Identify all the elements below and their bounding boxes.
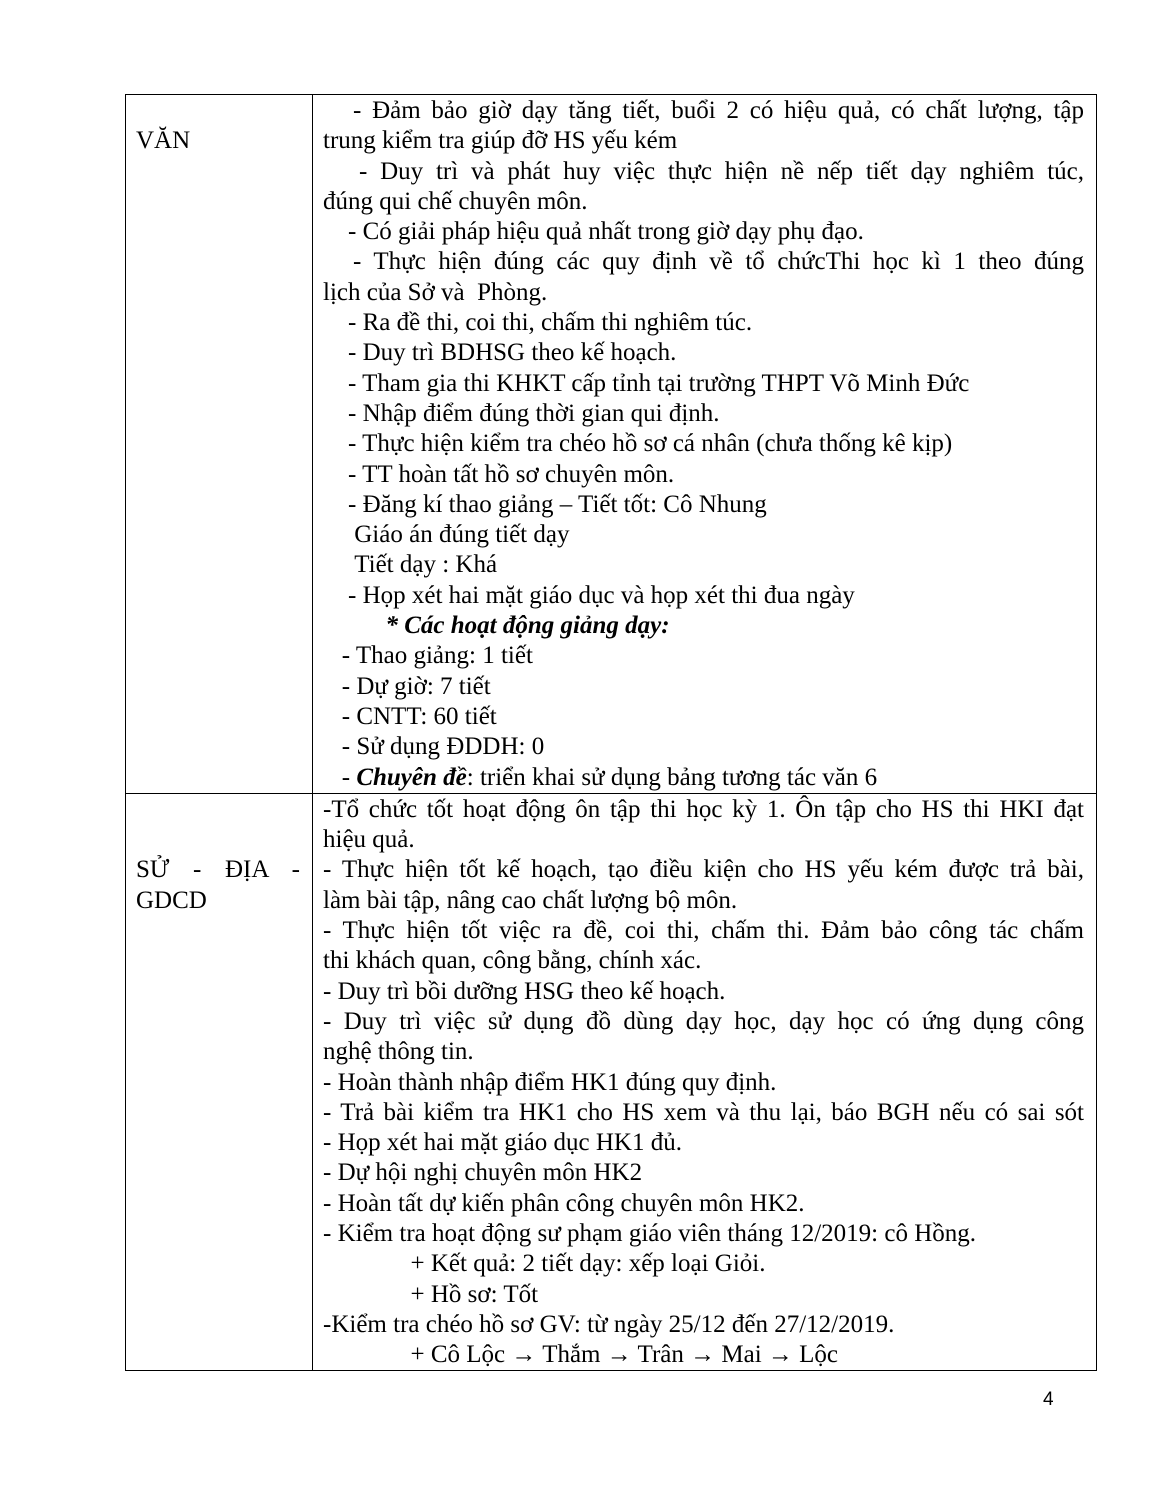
content-line xyxy=(323,763,1084,793)
content-cell-van xyxy=(313,95,1097,794)
content-line: - Họp xét hai mặt giáo dục HK1 đủ. xyxy=(323,1129,682,1157)
row-su-dia-gdcd xyxy=(126,793,1097,1371)
subject-label: GDCD xyxy=(136,886,207,914)
content-line: - Trả bài kiểm tra HK1 cho HS xem và thu lại, báo BGH nếu có sai sót xyxy=(323,1098,1084,1126)
content-line: - Nhập điểm đúng thời gian qui định. xyxy=(323,399,720,427)
content-line: - CNTT: 60 tiết xyxy=(323,702,497,730)
subject-cell-su-dia-gdcd xyxy=(126,793,313,1371)
content-line: - Tham gia thi KHKT cấp tỉnh tại trường THPT Võ Minh Đức xyxy=(323,369,970,397)
content-cell-su-dia-gdcd xyxy=(313,793,1097,1371)
content-line: - Dự giờ: 7 tiết xyxy=(323,672,491,700)
content-line: -Tổ chức tốt hoạt động ôn tập thi học kỳ 1. Ôn tập cho HS thi HKI đạt xyxy=(323,795,1084,823)
content-line: - Duy trì bồi dưỡng HSG theo kế hoạch. xyxy=(323,977,726,1005)
content-line: - Duy trì BDHSG theo kế hoạch. xyxy=(323,339,677,367)
content-line: - Thực hiện kiểm tra chéo hồ sơ cá nhân (chưa thống kê kịp) xyxy=(323,430,953,458)
subject-label: SỬ - ĐỊA - xyxy=(136,856,300,884)
content-line: - Đăng kí thao giảng – Tiết tốt: Cô Nhung xyxy=(323,490,767,518)
subject-cell-van xyxy=(126,95,313,794)
content-line: + Hồ sơ: Tốt xyxy=(323,1280,539,1308)
content-line: - Thao giảng: 1 tiết xyxy=(323,642,533,670)
content-line: + Kết quả: 2 tiết dạy: xếp loại Giỏi. xyxy=(323,1250,766,1278)
content-line: đúng qui chế chuyên môn. xyxy=(323,187,588,215)
content-line: - Duy trì và phát huy việc thực hiện nề nếp tiết dạy nghiêm túc, xyxy=(359,157,1084,185)
report-table xyxy=(125,94,1097,1371)
content-line: -Kiểm tra chéo hồ sơ GV: từ ngày 25/12 đến 27/12/2019. xyxy=(323,1310,895,1338)
content-line: trung kiểm tra giúp đỡ HS yếu kém xyxy=(323,127,678,155)
content-line: hiệu quả. xyxy=(323,826,415,854)
line-text: : triển khai sử dụng bảng tương tác văn 6 xyxy=(466,763,878,791)
content-line: - Dự hội nghị chuyên môn HK2 xyxy=(323,1159,643,1187)
content-line: - Đảm bảo giờ dạy tăng tiết, buổi 2 có hiệu quả, có chất lượng, tập xyxy=(353,97,1084,124)
line-emphasis: Chuyên đề xyxy=(356,763,467,791)
content-line: nghệ thông tin. xyxy=(323,1038,474,1066)
line-prefix: - xyxy=(323,763,357,791)
content-line: - Kiểm tra hoạt động sư phạm giáo viên tháng 12/2019: cô Hồng. xyxy=(323,1219,977,1247)
content-line: - Sử dụng ĐDDH: 0 xyxy=(323,733,545,761)
content-line: - Thực hiện tốt việc ra đề, coi thi, chấm thi. Đảm bảo công tác chấm xyxy=(323,917,1084,945)
subject-label: VĂN xyxy=(136,127,191,155)
content-line: lịch của Sở và Phòng. xyxy=(323,278,548,306)
content-line: Tiết dạy : Khá xyxy=(323,551,498,579)
content-line: - TT hoàn tất hồ sơ chuyên môn. xyxy=(323,460,675,488)
content-line: + Cô Lộc → Thắm → Trân → Mai → Lộc xyxy=(323,1341,839,1369)
row-van xyxy=(126,95,1097,794)
content-line: - Họp xét hai mặt giáo dục và họp xét thi đua ngày xyxy=(323,581,855,609)
content-line: làm bài tập, nâng cao chất lượng bộ môn. xyxy=(323,886,738,914)
content-line: - Ra đề thi, coi thi, chấm thi nghiêm túc. xyxy=(323,309,753,337)
content-line: - Hoàn thành nhập điểm HK1 đúng quy định. xyxy=(323,1068,777,1096)
content-line: - Thực hiện đúng các quy định về tổ chứcThi học kì 1 theo đúng xyxy=(353,248,1084,276)
page-number: 4 xyxy=(1043,1389,1054,1410)
content-line: - Có giải pháp hiệu quả nhất trong giờ dạy phụ đạo. xyxy=(323,218,864,246)
content-line: - Hoàn tất dự kiến phân công chuyên môn HK2. xyxy=(323,1189,805,1217)
content-line: * Các hoạt động giảng dạy: xyxy=(323,612,670,640)
content-line: thi khách quan, công bằng, chính xác. xyxy=(323,947,702,975)
content-line: - Thực hiện tốt kế hoạch, tạo điều kiện cho HS yếu kém được trả bài, xyxy=(323,856,1084,884)
content-line: Giáo án đúng tiết dạy xyxy=(323,521,570,549)
content-line: - Duy trì việc sử dụng đồ dùng dạy học, dạy học có ứng dụng công xyxy=(323,1007,1084,1035)
